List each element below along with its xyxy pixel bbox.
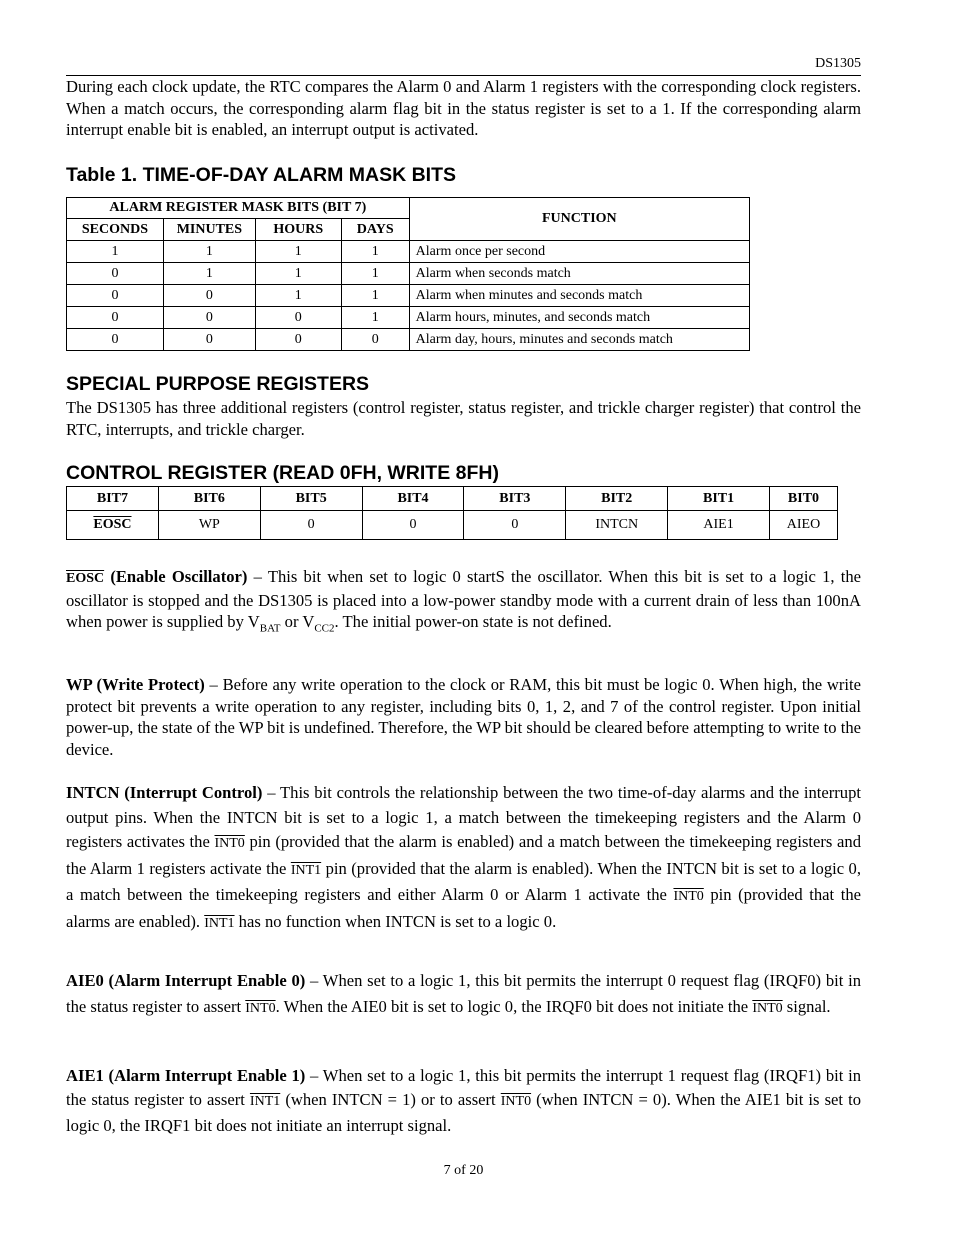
table-cell: 1 [341, 285, 409, 307]
eosc-label: EOSC [66, 571, 105, 586]
bit-header: BIT7 [67, 487, 159, 511]
intcn-text-4: pin (provided that the alarms are enabled). [66, 885, 861, 931]
table-cell: 0 [67, 263, 164, 285]
table-cell: 0 [67, 285, 164, 307]
aie1-text-3: (when INTCN = 0). When the AIE1 bit is set to logic 0, the IRQF1 bit does not initiate an interrupt signal. [66, 1090, 861, 1135]
table-cell: 0 [163, 329, 255, 351]
table-cell: 0 [255, 329, 341, 351]
aie1-text-2: (when INTCN = 1) or to assert [280, 1090, 501, 1109]
aie1-label: AIE1 (Alarm Interrupt Enable 1) [66, 1066, 306, 1085]
bit-value: 0 [464, 511, 566, 540]
function-header: FUNCTION [409, 198, 749, 241]
special-registers-title: SPECIAL PURPOSE REGISTERS [66, 373, 370, 395]
intcn-label: INTCN (Interrupt Control) [66, 783, 263, 802]
wp-label: WP (Write Protect) [66, 675, 205, 694]
bit-value: INTCN [566, 511, 668, 540]
bit-value: AIE1 [668, 511, 770, 540]
aie0-label: AIE0 (Alarm Interrupt Enable 0) [66, 971, 306, 990]
bit-value: EOSC [67, 511, 159, 540]
bit-header: BIT4 [362, 487, 464, 511]
eosc-text-2: or V [280, 612, 315, 632]
table1-header-row [67, 198, 750, 219]
int0-signal: INT0 [673, 889, 704, 904]
table-cell: Alarm when minutes and seconds match [409, 285, 749, 307]
col-minutes: MINUTES [163, 219, 255, 241]
eosc-paragraph [66, 566, 861, 640]
page-number: 7 of 20 [443, 1163, 484, 1178]
table-cell: 0 [67, 307, 164, 329]
intro-paragraph: During each clock update, the RTC compares the Alarm 0 and Alarm 1 registers with the corresponding clock registers. When a match occurs, the corresponding alarm flag bit in the status register is set to a 1. If the corresponding alarm interrupt enable bit is enabled, an interrupt output is activated. [66, 77, 861, 140]
control-register-title: CONTROL REGISTER (READ 0FH, WRITE 8FH) [66, 462, 499, 484]
bit-value: AIEO [769, 511, 837, 540]
bit-value: 0 [260, 511, 362, 540]
alarm-mask-table [66, 197, 750, 351]
table-row [67, 307, 750, 329]
table-cell: 0 [163, 307, 255, 329]
intcn-text-3: pin (provided that the alarm is enabled). When the INTCN bit is set to a logic 0, a match between the timekeeping registers and either Alarm 0 or Alarm 1 activate the [66, 858, 861, 904]
mask-bits-header: ALARM REGISTER MASK BITS (BIT 7) [67, 198, 410, 219]
col-days: DAYS [341, 219, 409, 241]
aie0-text-2: . When the AIE0 bit is set to logic 0, the IRQF0 bit does not initiate the [275, 997, 753, 1016]
int0-signal: INT0 [245, 1001, 276, 1016]
int1-signal: INT1 [204, 915, 235, 931]
eosc-text-1: – This bit when set to logic 0 startS the oscillator. When this bit is set to a logic 1, the oscillator is stopped and the DS1305 is placed into a low-power standby mode with a current drain of less than 100nA when power is supplied by V [66, 567, 861, 632]
table-cell: Alarm day, hours, minutes and seconds match [409, 329, 749, 351]
bit-header-row [67, 487, 838, 511]
table-cell: 1 [341, 307, 409, 329]
int0-signal: INT0 [500, 1094, 532, 1109]
table1-title: Table 1. TIME-OF-DAY ALARM MASK BITS [66, 164, 457, 186]
table-row [67, 285, 750, 307]
bit-value: 0 [362, 511, 464, 540]
table-cell: 0 [67, 329, 164, 351]
aie1-paragraph [66, 1064, 861, 1138]
bit-header: BIT5 [260, 487, 362, 511]
table-cell: 1 [341, 263, 409, 285]
bit-value: WP [158, 511, 260, 540]
part-number-header: DS1305 [815, 56, 861, 71]
table-cell: 1 [163, 241, 255, 263]
table-row [67, 263, 750, 285]
table-cell: 0 [255, 307, 341, 329]
intcn-paragraph [66, 781, 861, 936]
bit-header: BIT2 [566, 487, 668, 511]
table-cell: 0 [341, 329, 409, 351]
table-cell: Alarm once per second [409, 241, 749, 263]
table-cell: 1 [255, 241, 341, 263]
int0-signal: INT0 [214, 836, 245, 851]
table-cell: 1 [341, 241, 409, 263]
table-cell: Alarm hours, minutes, and seconds match [409, 307, 749, 329]
int1-signal: INT1 [290, 862, 322, 878]
bit-header: BIT6 [158, 487, 260, 511]
aie0-paragraph [66, 968, 861, 1022]
table-row [67, 241, 750, 263]
table-cell: 0 [163, 285, 255, 307]
wp-text: – Before any write operation to the clock or RAM, this bit must be logic 0. When high, the write protect bit prevents a write operation to any register, including bits 0, 1, 2, and 7 of the control register. Upon initial power-up, the state of the WP bit is undefined. Therefore, the WP bit should be cleared before attempting to write to the device. [66, 675, 861, 759]
aie1-text-1: – When set to a logic 1, this bit permits the interrupt 1 request flag (IRQF1) bit in the status register to assert [66, 1066, 861, 1109]
intcn-text-5: has no function when INTCN is set to a logic 0. [234, 911, 557, 931]
table-cell: Alarm when seconds match [409, 263, 749, 285]
col-hours: HOURS [255, 219, 341, 241]
int0-signal: INT0 [752, 1001, 783, 1016]
intcn-text-1: – This bit controls the relationship between the two time-of-day alarms and the interrupt output pins. When the INTCN bit is set to a logic 1, a match between the timekeeping registers and the Alarm 0 registers activates the [66, 783, 861, 851]
col-seconds: SECONDS [67, 219, 164, 241]
table-cell: 1 [255, 285, 341, 307]
aie0-text-3: signal. [782, 997, 831, 1016]
table-cell: 1 [67, 241, 164, 263]
int1-signal: INT1 [249, 1094, 281, 1109]
bit-value-row [67, 511, 838, 540]
eosc-text-3: . The initial power-on state is not defined. [334, 612, 612, 632]
table-cell: 1 [163, 263, 255, 285]
bit-header: BIT1 [668, 487, 770, 511]
table-cell: 1 [255, 263, 341, 285]
intcn-text-2: pin (provided that the alarm is enabled) and a match between the timekeeping registers and the Alarm 1 registers activate the [66, 832, 861, 878]
bit-header: BIT3 [464, 487, 566, 511]
vcc2-subscript: CC2 [314, 622, 335, 635]
table-row [67, 329, 750, 351]
control-register-table [66, 486, 838, 540]
special-registers-paragraph: The DS1305 has three additional registers (control register, status register, and trickle charger register) that control the RTC, interrupts, and trickle charger. [66, 398, 861, 439]
eosc-name: (Enable Oscillator) [110, 567, 248, 586]
wp-paragraph [66, 674, 861, 760]
bit-header: BIT0 [769, 487, 837, 511]
vbat-subscript: BAT [259, 622, 281, 635]
aie0-text-1: – When set to a logic 1, this bit permits the interrupt 0 request flag (IRQF0) bit in the status register to assert [66, 971, 861, 1016]
